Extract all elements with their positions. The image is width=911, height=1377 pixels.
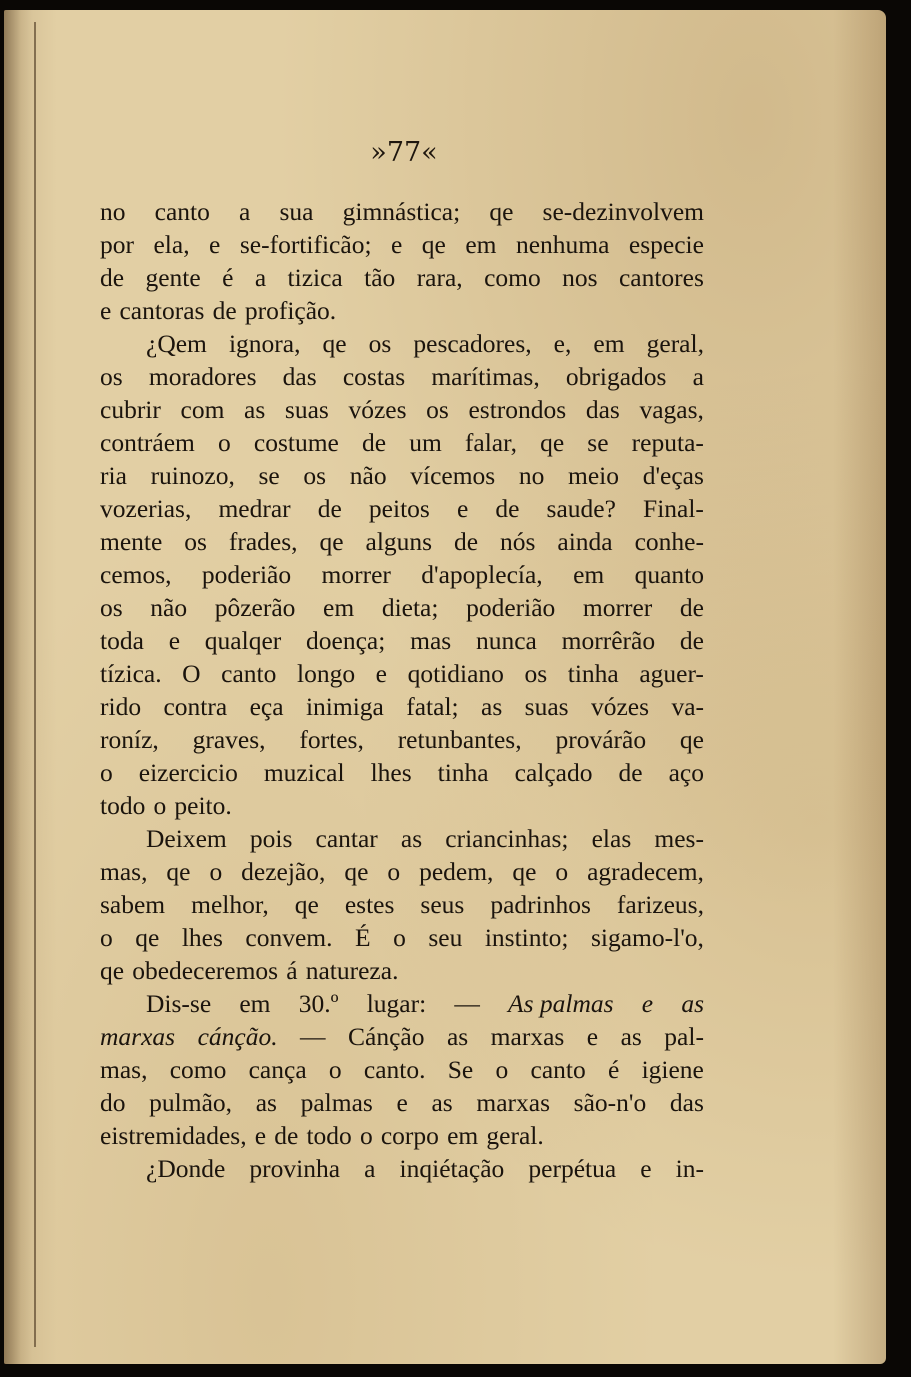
text-word: pescadores, <box>413 329 532 358</box>
text-word: os <box>368 329 392 358</box>
text-word: em <box>323 593 355 622</box>
text-word: nos <box>562 263 598 292</box>
text-word: qe <box>679 725 704 754</box>
text-word: com <box>180 395 225 424</box>
text-word: morrêrão <box>561 626 656 655</box>
text-word: e <box>586 1022 599 1051</box>
text-word: á <box>286 956 298 985</box>
text-word: tão <box>364 263 396 292</box>
text-word: igiene <box>641 1055 704 1084</box>
text-word: gente <box>145 263 201 292</box>
text-word: o <box>153 791 167 820</box>
text-line <box>100 459 704 492</box>
text-word: fatal; <box>406 692 459 721</box>
text-word: sua <box>279 197 314 226</box>
text-word: seus <box>420 890 465 919</box>
text-line <box>100 393 704 426</box>
text-word: quanto <box>634 560 704 589</box>
text-word: qe <box>294 890 319 919</box>
text-word: geral. <box>486 1121 544 1150</box>
text-line <box>100 1053 704 1086</box>
text-word: qe <box>512 857 537 886</box>
text-word: estes <box>344 890 395 919</box>
text-line <box>100 921 704 954</box>
text-word: moradores <box>148 362 257 391</box>
text-word: inimiga <box>305 692 384 721</box>
text-word: canto <box>530 1055 586 1084</box>
text-word: obedeceremos <box>132 956 279 985</box>
text-word: palmas <box>300 1088 373 1117</box>
text-word: mas, <box>100 857 148 886</box>
text-word: e <box>100 296 112 325</box>
text-word: suas <box>284 395 329 424</box>
text-word: pulmão, <box>149 1088 233 1117</box>
text-line <box>100 723 704 756</box>
text-word: de <box>274 1121 299 1150</box>
text-word: em <box>465 230 497 259</box>
text-word: tinha <box>567 659 619 688</box>
text-word: — <box>454 989 480 1018</box>
text-word: seu <box>428 923 463 952</box>
text-word: se-fortificão; <box>239 230 372 259</box>
text-word: farizeus, <box>616 890 704 919</box>
text-word: vózes <box>590 692 650 721</box>
text-word: longo <box>296 659 356 688</box>
text-word: d'apoplecía, <box>421 560 543 589</box>
text-line <box>100 855 704 888</box>
text-word: são-n'o <box>573 1088 647 1117</box>
text-word: canto <box>154 197 210 226</box>
text-word: nós <box>500 527 536 556</box>
text-word: d'eças <box>642 461 704 490</box>
text-word: rara, <box>416 263 463 292</box>
text-word: de <box>212 296 237 325</box>
text-word: peitos <box>368 494 430 523</box>
text-word: lugar: <box>366 989 427 1018</box>
text-word: se <box>258 461 280 490</box>
text-word: é <box>607 1055 620 1084</box>
text-word: inqiétação <box>399 1154 505 1183</box>
text-word: mas <box>410 626 452 655</box>
text-word: de <box>100 263 125 292</box>
text-word: lhes <box>181 923 223 952</box>
text-word: doença; <box>306 626 386 655</box>
text-word: ela, <box>153 230 190 259</box>
text-word: e <box>254 1121 267 1150</box>
text-word: eizercicio <box>138 758 238 787</box>
text-line <box>100 426 704 459</box>
text-word: a <box>254 263 267 292</box>
text-word: de <box>495 494 520 523</box>
text-word: o <box>100 923 113 952</box>
text-word: as <box>400 824 423 853</box>
text-word: como <box>484 263 541 292</box>
text-line <box>100 360 704 393</box>
text-word: geral, <box>646 329 704 358</box>
text-word: aço <box>668 758 704 787</box>
text-word: ¿Donde <box>146 1154 226 1183</box>
text-word: não <box>349 461 387 490</box>
text-word: saude? <box>546 494 616 523</box>
text-word: canto. <box>363 1055 426 1084</box>
text-word: cantar <box>315 824 378 853</box>
text-word: de <box>679 626 704 655</box>
text-line <box>100 327 704 360</box>
text-line <box>100 1020 704 1053</box>
text-word: qe <box>322 329 347 358</box>
text-word: graves, <box>192 725 266 754</box>
text-word: retunbantes, <box>397 725 522 754</box>
text-word: as <box>681 989 704 1018</box>
text-word: morrer <box>321 560 391 589</box>
text-word: conhe- <box>634 527 704 556</box>
text-line <box>100 1086 704 1119</box>
text-word: provinha <box>249 1154 341 1183</box>
text-word: convem. <box>245 923 333 952</box>
text-word: ainda <box>557 527 613 556</box>
text-word: o <box>100 758 113 787</box>
text-word: o <box>495 1055 509 1084</box>
text-word: fortes, <box>299 725 364 754</box>
text-word: poderião <box>466 593 556 622</box>
text-word: e <box>168 626 181 655</box>
text-word: cantoras <box>119 296 205 325</box>
text-word: o <box>218 428 231 457</box>
text-word: eça <box>249 692 284 721</box>
text-word: e <box>209 230 221 259</box>
text-word: de <box>361 428 387 457</box>
text-word: qe <box>135 923 160 952</box>
text-word: vozerias, <box>100 494 192 523</box>
text-line <box>100 1152 704 1185</box>
text-word: pois <box>249 824 293 853</box>
text-line <box>100 756 704 789</box>
text-word: pôzerão <box>214 593 296 622</box>
text-word: rido <box>100 692 142 721</box>
text-word: como <box>169 1055 227 1084</box>
text-word: aguer- <box>639 659 704 688</box>
text-word: marxas <box>490 1022 565 1051</box>
text-word: — <box>300 1022 326 1051</box>
text-word: criancinhas; <box>445 824 569 853</box>
text-word: a <box>692 362 704 391</box>
text-word: obrigados <box>565 362 667 391</box>
text-word: suas <box>524 692 569 721</box>
text-word: do <box>100 1088 126 1117</box>
text-word: vagas, <box>639 395 704 424</box>
text-word: qe <box>489 197 514 226</box>
text-word: por <box>100 230 134 259</box>
text-word: e <box>640 1154 652 1183</box>
text-word: eistremidades, <box>100 1121 247 1150</box>
text-line <box>100 525 704 558</box>
text-line <box>100 591 704 624</box>
text-word: roníz, <box>100 725 159 754</box>
text-word: qe <box>344 857 369 886</box>
text-word: os <box>184 527 207 556</box>
text-word: alguns <box>365 527 433 556</box>
text-word: de <box>454 527 479 556</box>
text-word: os <box>303 461 327 490</box>
text-line <box>100 624 704 657</box>
text-word: medrar <box>218 494 291 523</box>
text-word: É <box>355 923 371 952</box>
text-line <box>100 228 704 261</box>
text-word: agradecem, <box>587 857 704 886</box>
text-word: costume <box>253 428 339 457</box>
text-word: 30.º <box>298 989 339 1018</box>
text-word: Se <box>447 1055 474 1084</box>
text-word: as <box>255 1088 277 1117</box>
text-word: toda <box>100 626 144 655</box>
text-word: das <box>585 395 620 424</box>
book-page <box>4 10 886 1364</box>
text-word: os <box>100 362 123 391</box>
text-word: poderião <box>201 560 292 589</box>
text-word: provárão <box>555 725 647 754</box>
text-word: padrinhos <box>490 890 591 919</box>
text-word: e <box>391 230 403 259</box>
text-word: todo <box>306 1121 352 1150</box>
text-line <box>100 987 704 1020</box>
text-word: elas <box>591 824 632 853</box>
text-word: nunca <box>475 626 537 655</box>
text-word: marxas <box>476 1088 551 1117</box>
text-line <box>100 294 704 327</box>
text-word: cubrir <box>100 395 161 424</box>
text-word: os <box>100 593 123 622</box>
text-word: e, <box>553 329 572 358</box>
text-word: a <box>364 1154 376 1183</box>
text-word: Final- <box>643 494 704 523</box>
text-word: lhes <box>370 758 412 787</box>
text-word: Cánção <box>348 1022 425 1051</box>
text-word: de <box>618 758 643 787</box>
text-word: in- <box>675 1154 704 1183</box>
body-text <box>100 195 704 1185</box>
text-word: das <box>669 1088 704 1117</box>
text-word: frades, <box>228 527 298 556</box>
text-word: vícemos <box>410 461 496 490</box>
text-word: em <box>239 989 271 1018</box>
text-word: estrondos <box>468 395 567 424</box>
text-word: vózes <box>348 395 407 424</box>
text-word: o <box>359 1121 373 1150</box>
text-word: cantores <box>618 263 704 292</box>
text-word: a <box>239 197 251 226</box>
text-word: costas <box>342 362 406 391</box>
text-word: marxas <box>100 1022 176 1051</box>
text-word: se <box>587 428 609 457</box>
text-word: perpétua <box>528 1154 617 1183</box>
text-line <box>100 558 704 591</box>
text-word: ignora, <box>228 329 301 358</box>
text-word: ria <box>100 461 127 490</box>
text-word: morrer <box>582 593 653 622</box>
text-word: dieta; <box>381 593 439 622</box>
text-word: contráem <box>100 428 195 457</box>
text-line <box>100 657 704 690</box>
text-word: qe <box>421 230 446 259</box>
text-word: ruinozo, <box>150 461 235 490</box>
text-word: va- <box>671 692 704 721</box>
text-word: dezejão, <box>241 857 326 886</box>
text-word: meio <box>568 461 620 490</box>
text-word: as <box>620 1022 642 1051</box>
text-word: o <box>393 923 406 952</box>
text-word: tizica <box>287 263 343 292</box>
text-word: O <box>182 659 201 688</box>
text-word: peito. <box>174 791 232 820</box>
text-word: corpo <box>380 1121 439 1150</box>
text-word: não <box>150 593 188 622</box>
text-word: pedem, <box>419 857 494 886</box>
text-word: instinto; <box>484 923 569 952</box>
text-word: marítimas, <box>431 362 540 391</box>
text-word: todo <box>100 791 146 820</box>
text-word: de <box>679 593 704 622</box>
text-word: muzical <box>263 758 345 787</box>
text-word: de <box>317 494 342 523</box>
text-word: tinha <box>437 758 489 787</box>
text-word: qe <box>166 857 191 886</box>
text-word: qe <box>100 956 125 985</box>
page-gutter-shadow <box>4 10 32 1364</box>
text-word: e <box>641 989 654 1018</box>
text-word: os <box>426 395 449 424</box>
text-word: um <box>409 428 442 457</box>
text-word: se-dezinvolvem <box>542 197 704 226</box>
text-line <box>100 822 704 855</box>
text-word: qe <box>319 527 344 556</box>
text-line <box>100 1119 704 1152</box>
text-word: e <box>396 1088 408 1117</box>
text-word: as <box>244 395 266 424</box>
binding-edge <box>34 22 36 1347</box>
text-word: no <box>518 461 545 490</box>
text-word: canto <box>221 659 277 688</box>
text-line <box>100 954 704 987</box>
text-word: Deixem <box>146 824 227 853</box>
text-word: os <box>524 659 548 688</box>
text-word: em <box>447 1121 479 1150</box>
text-word: o <box>209 857 223 886</box>
text-word: Dis-se <box>146 989 212 1018</box>
text-word: em <box>593 329 625 358</box>
text-word: nenhuma <box>515 230 610 259</box>
text-word: e <box>456 494 469 523</box>
text-word: sigamo-l'o, <box>590 923 704 952</box>
text-word: qe <box>540 428 565 457</box>
text-word: ¿Qem <box>146 329 207 358</box>
text-word: o <box>328 1055 342 1084</box>
text-word: o <box>387 857 401 886</box>
text-line <box>100 195 704 228</box>
text-line <box>100 690 704 723</box>
text-word: tízica. <box>100 659 162 688</box>
text-line <box>100 888 704 921</box>
text-word: natureza. <box>305 956 399 985</box>
text-word: reputa- <box>631 428 704 457</box>
text-word: As palmas <box>508 989 614 1018</box>
text-word: em <box>573 560 605 589</box>
text-word: especie <box>628 230 704 259</box>
text-word: as <box>481 692 503 721</box>
text-word: as <box>446 1022 469 1051</box>
text-word: cança <box>248 1055 307 1084</box>
text-word: qualqer <box>204 626 282 655</box>
text-word: qotidiano <box>407 659 504 688</box>
text-word: cánção. <box>197 1022 278 1051</box>
text-word: profição. <box>244 296 337 325</box>
text-word: cemos, <box>100 560 172 589</box>
text-word: o <box>555 857 569 886</box>
text-word: melhor, <box>191 890 269 919</box>
text-word: as <box>431 1088 453 1117</box>
text-word: calçado <box>514 758 593 787</box>
text-word: mas, <box>100 1055 148 1084</box>
page-number: »77« <box>370 137 438 168</box>
text-word: é <box>222 263 234 292</box>
text-word: no <box>100 197 126 226</box>
text-line <box>100 492 704 525</box>
text-word: sabem <box>100 890 166 919</box>
text-word: falar, <box>464 428 517 457</box>
text-word: e <box>375 659 387 688</box>
text-word: pal- <box>664 1022 704 1051</box>
text-line <box>100 261 704 294</box>
text-word: contra <box>163 692 228 721</box>
text-word: das <box>282 362 317 391</box>
text-word: mente <box>100 527 163 556</box>
text-line <box>100 789 704 822</box>
text-word: mes- <box>654 824 704 853</box>
text-word: gimnástica; <box>342 197 461 226</box>
